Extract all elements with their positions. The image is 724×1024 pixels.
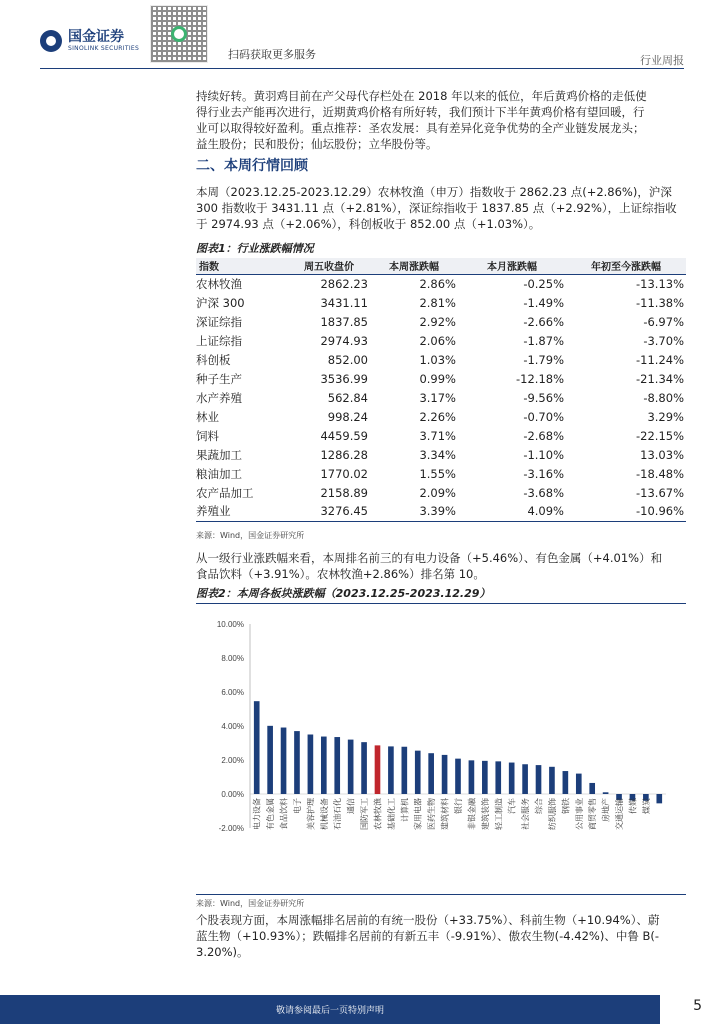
category-label: 通信	[346, 798, 356, 814]
table-cell: 3.34%	[419, 447, 456, 462]
summary-paragraph: 本周（2023.12.25-2023.12.29）农林牧渔（申万）指数收于 2862.23 点(+2.86%)，沪深 300 指数收于 3431.11 点（+2.81%），深证综指收于 1837.85 点（+2.92%），上证综指收 于 2974.93 点（+2.06%），科创板收于 852.00 点（+1.03%）。	[196, 185, 677, 231]
table-cell: 水产养殖	[196, 390, 242, 405]
bar	[509, 763, 515, 794]
category-label: 计算机	[400, 798, 410, 822]
category-label: 煤炭	[641, 798, 651, 814]
category-label: 机械设备	[319, 798, 329, 830]
category-label: 基础化工	[386, 798, 396, 830]
table-cell: -1.49%	[523, 295, 564, 310]
table-cell: 1.55%	[419, 466, 456, 481]
category-label: 电力设备	[252, 798, 262, 830]
table-cell: 粮油加工	[196, 466, 242, 481]
bar	[563, 771, 569, 794]
table-cell: 3431.11	[320, 295, 368, 310]
category-label: 商贸零售	[588, 798, 598, 830]
intro-paragraph: 持续好转。黄羽鸡目前在产父母代存栏处在 2018 年以来的低位，年后黄鸡价格的走低使 得行业去产能再次进行，近期黄鸡价格有所好转，我们预计下半年黄鸡价格有望回暖，行 业可以取得较好盈利。重点推荐：圣农发展：具有差异化竞争优势的全产业链发展龙头； 益生股份；民和股份；仙坛股份；立华股份等。	[196, 89, 647, 151]
scan-text: 扫码获取更多服务	[228, 48, 316, 61]
bar	[308, 735, 314, 795]
bar	[254, 701, 260, 794]
category-label: 食品饮料	[279, 798, 289, 830]
table-cell: -21.34%	[636, 371, 684, 386]
table-cell: -11.38%	[636, 295, 684, 310]
table-cell: 4.09%	[458, 502, 566, 521]
bar	[469, 760, 475, 794]
table-cell: -13.67%	[636, 485, 684, 500]
table-cell: 998.24	[327, 409, 368, 424]
y-tick-label: 10.00%	[216, 620, 244, 629]
category-label: 电子	[292, 798, 302, 814]
bar	[321, 737, 327, 794]
table-cell: -1.79%	[523, 352, 564, 367]
category-label: 综合	[534, 798, 544, 814]
bar	[334, 737, 340, 794]
table-cell: 2158.89	[320, 485, 368, 500]
y-tick-label: 6.00%	[221, 688, 244, 697]
category-label: 交通运输	[615, 798, 625, 830]
table-cell: -10.96%	[566, 502, 686, 521]
col-index: 指数	[196, 258, 288, 274]
table-cell: -18.48%	[636, 466, 684, 481]
table-header-row	[196, 258, 686, 274]
bar	[361, 742, 367, 794]
table-cell: -3.68%	[523, 485, 564, 500]
logo-icon	[40, 30, 62, 52]
table-cell: 林业	[196, 409, 219, 424]
table-cell: -2.68%	[523, 428, 564, 443]
col-ytd: 年初至今涨跌幅	[566, 258, 686, 274]
category-label: 建筑装饰	[480, 798, 490, 830]
table-cell: 3276.45	[288, 502, 370, 521]
table-cell: 科创板	[196, 352, 231, 367]
table-cell: 3.39%	[370, 502, 458, 521]
bar	[402, 747, 408, 794]
table-cell: 上证综指	[196, 333, 242, 348]
y-tick-label: 2.00%	[221, 756, 244, 765]
table-cell: 3.71%	[419, 428, 456, 443]
bar	[656, 794, 662, 803]
category-label: 医药生物	[427, 798, 437, 830]
category-label: 传媒	[628, 798, 638, 814]
stocks-paragraph: 个股表现方面，本周涨幅排名居前的有统一股份（+33.75%）、科前生物（+10.94%）、蔚 蓝生物（+10.93%）；跌幅排名居前的有新五丰（-9.91%）、傲农生物(-4.42%)、中鲁 B(- 3.20%)。	[196, 913, 660, 959]
table-cell: -8.80%	[643, 390, 684, 405]
bar	[428, 753, 434, 794]
table-cell: 852.00	[327, 352, 368, 367]
category-label: 石油石化	[333, 798, 343, 830]
bar	[375, 745, 381, 794]
category-label: 农林牧渔	[373, 798, 383, 830]
table-cell: -11.24%	[636, 352, 684, 367]
table-cell: 农林牧渔	[196, 276, 242, 291]
wechat-icon	[171, 26, 187, 42]
table-cell: 3536.99	[320, 371, 368, 386]
bar	[294, 731, 300, 794]
table-cell: 1286.28	[320, 447, 368, 462]
bar	[267, 726, 273, 794]
bar	[522, 764, 528, 794]
table-cell: -3.70%	[643, 333, 684, 348]
bar	[589, 783, 595, 794]
header-divider	[40, 68, 684, 69]
bar	[495, 761, 501, 794]
table-cell: 562.84	[327, 390, 368, 405]
table-cell: 3.29%	[647, 409, 684, 424]
table-cell: 2.92%	[419, 314, 456, 329]
category-label: 社会服务	[521, 798, 531, 830]
table-cell: 13.03%	[640, 447, 684, 462]
table-row	[196, 312, 686, 331]
table-source: 来源：Wind，国金证券研究所	[196, 531, 305, 540]
table-row	[196, 388, 686, 407]
table-cell: -0.70%	[523, 409, 564, 424]
table-cell: -22.15%	[636, 428, 684, 443]
logo-en: SINOLINK SECURITIES	[68, 45, 140, 52]
page-number: 5	[693, 998, 702, 1014]
table-row	[196, 369, 686, 388]
table-cell: 2.26%	[419, 409, 456, 424]
table-cell: 农产品加工	[196, 485, 254, 500]
table-cell: 0.99%	[419, 371, 456, 386]
table-cell: 种子生产	[196, 371, 242, 386]
bar	[549, 767, 555, 794]
table-cell: 饲料	[196, 428, 219, 443]
section-title: 二、本周行情回顾	[196, 158, 308, 174]
category-label: 轻工制造	[494, 798, 504, 830]
category-label: 公用事业	[574, 798, 584, 830]
table-row	[196, 350, 686, 369]
bar	[576, 774, 582, 794]
bar	[348, 740, 354, 794]
table-title: 图表1：行业涨跌幅情况	[196, 240, 686, 259]
page-header	[0, 0, 724, 70]
table-cell: 果蔬加工	[196, 447, 242, 462]
col-month: 本月涨跌幅	[458, 258, 566, 274]
category-label: 非银金融	[467, 798, 477, 830]
table-cell: -0.25%	[523, 276, 564, 291]
y-tick-label: 0.00%	[221, 790, 244, 799]
table-row	[196, 445, 686, 464]
col-close: 周五收盘价	[288, 258, 370, 274]
table-cell: 1.03%	[419, 352, 456, 367]
report-type: 行业周报	[640, 54, 684, 67]
bar	[482, 761, 488, 794]
bar	[455, 759, 461, 794]
table-cell: 3.17%	[419, 390, 456, 405]
chart-title: 图表2：本周各板块涨跌幅（2023.12.25-2023.12.29）	[196, 585, 686, 604]
category-label: 房地产	[601, 798, 611, 822]
y-tick-label: 8.00%	[221, 654, 244, 663]
sector-bar-chart	[196, 606, 686, 886]
company-logo	[40, 30, 139, 52]
bar	[281, 728, 287, 794]
table-row	[196, 293, 686, 312]
y-tick-label: 4.00%	[221, 722, 244, 731]
table-cell: -3.16%	[523, 466, 564, 481]
table-row	[196, 502, 686, 521]
table-row	[196, 426, 686, 445]
chart-source: 来源：Wind，国金证券研究所	[196, 894, 686, 909]
table-cell: -2.66%	[523, 314, 564, 329]
table-cell: -1.10%	[523, 447, 564, 462]
bar	[388, 746, 394, 794]
category-label: 有色金属	[266, 798, 276, 830]
col-week: 本周涨跌幅	[370, 258, 458, 274]
bar	[415, 751, 421, 794]
bar	[536, 765, 542, 794]
table-cell: 2.09%	[419, 485, 456, 500]
category-label: 钢铁	[561, 798, 571, 814]
category-label: 汽车	[507, 798, 517, 814]
table-row	[196, 464, 686, 483]
table-cell: -6.97%	[643, 314, 684, 329]
industry-paragraph: 从一级行业涨跌幅来看，本周排名前三的有电力设备（+5.46%）、有色金属（+4.01%）和 食品饮料（+3.91%）。农林牧渔+2.86%）排名第 10。	[196, 551, 663, 581]
category-label: 纺织服饰	[547, 798, 557, 830]
table-cell: 4459.59	[320, 428, 368, 443]
category-label: 家用电器	[413, 798, 423, 830]
industry-table	[196, 258, 686, 522]
category-label: 建筑材料	[440, 798, 450, 830]
table-cell: 2974.93	[320, 333, 368, 348]
category-label: 美容护理	[306, 798, 316, 830]
table-cell: 1837.85	[320, 314, 368, 329]
table-cell: -9.56%	[523, 390, 564, 405]
category-label: 银行	[454, 798, 463, 814]
table-cell: 2.06%	[419, 333, 456, 348]
table-row	[196, 274, 686, 293]
table-row	[196, 483, 686, 502]
y-tick-label: -2.00%	[218, 824, 244, 833]
table-cell: 沪深 300	[196, 295, 245, 310]
bar	[442, 755, 448, 794]
table-cell: -13.13%	[636, 276, 684, 291]
table-cell: 养殖业	[196, 502, 288, 521]
footer-disclaimer: 敬请参阅最后一页特别声明	[275, 1006, 384, 1016]
table-cell: -12.18%	[516, 371, 564, 386]
table-row	[196, 331, 686, 350]
table-cell: 深证综指	[196, 314, 242, 329]
bar	[603, 792, 609, 794]
table-cell: 2.86%	[419, 276, 456, 291]
table-cell: 1770.02	[320, 466, 368, 481]
table-cell: -1.87%	[523, 333, 564, 348]
table-cell: 2862.23	[320, 276, 368, 291]
category-label: 国防军工	[360, 798, 370, 830]
logo-cn: 国金证券	[68, 29, 124, 45]
table-cell: 2.81%	[419, 295, 456, 310]
table-row	[196, 407, 686, 426]
